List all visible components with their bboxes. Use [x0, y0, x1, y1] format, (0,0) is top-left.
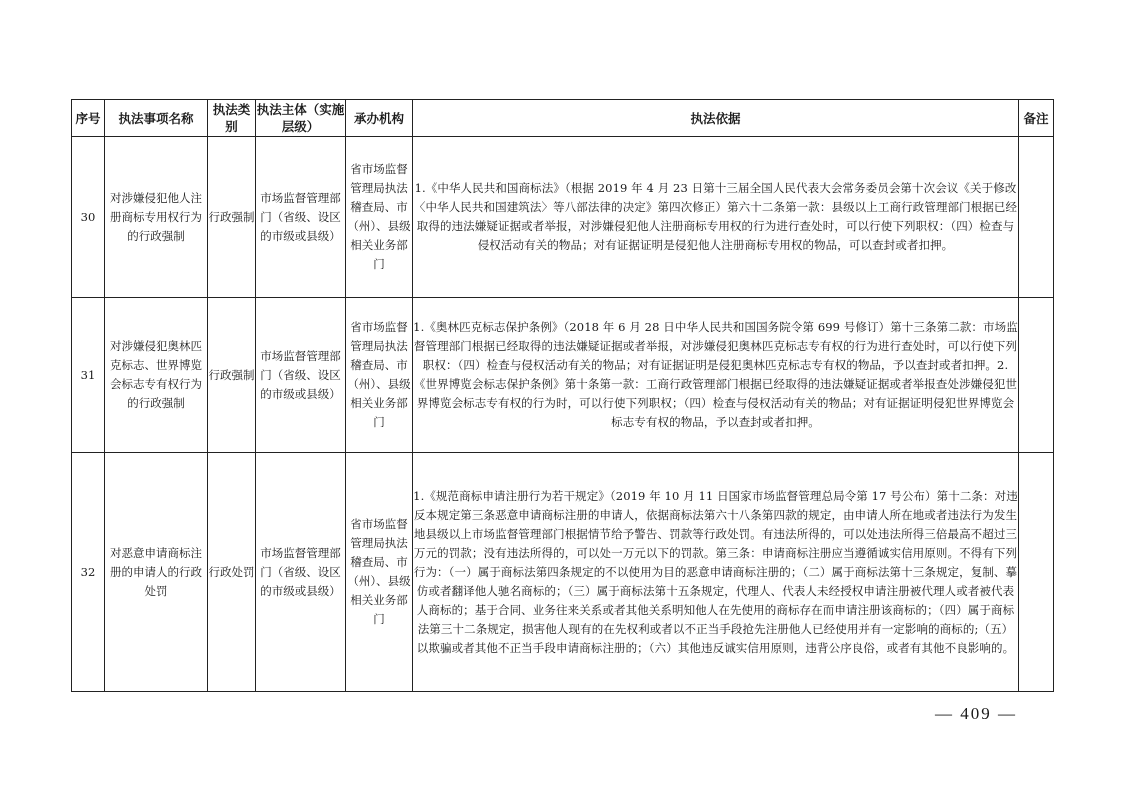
cell-serial-number: 30 — [72, 137, 105, 298]
cell-handling-agency: 省市场监督管理局执法稽查局、市（州）、县级相关业务部门 — [346, 137, 413, 298]
cell-remarks — [1019, 453, 1054, 692]
cell-legal-basis: 1.《规范商标申请注册行为若干规定》（2019 年 10 月 11 日国家市场监督管理总局令第 17 号公布）第十二条：对违反本规定第三条恶意申请商标注册的申请人，依据商标法第六十八条第四款的规定，由申请人所在地或者违法行为发生地县级以上市场监督管理部门根据情节给予警告、罚款等行政处罚。有违法所得的，可以处违法所得三倍最高不超过三万元的罚款；没有违法所得的，可以处一万元以下的罚款。第三条：申请商标注册应当遵循诚实信用原则。不得有下列行为：（一）属于商标法第四条规定的不以使用为目的恶意申请商标注册的；（二）属于商标法第十三条规定，复制、摹仿或者翻译他人驰名商标的；（三）属于商标法第十五条规定，代理人、代表人未经授权申请注册被代理人或者被代表人商标的；基于合同、业务往来关系或者其他关系明知他人在先使用的商标存在而申请注册该商标的；（四）属于商标法第三十二条规定，损害他人现有的在先权利或者以不正当手段抢先注册他人已经使用并有一定影响的商标的;（五）以欺骗或者其他不正当手段申请商标注册的；（六）其他违反诚实信用原则，违背公序良俗，或者有其他不良影响的。 — [413, 453, 1019, 692]
header-item-name: 执法事项名称 — [105, 100, 208, 137]
cell-serial-number: 32 — [72, 453, 105, 692]
header-remarks: 备注 — [1019, 100, 1054, 137]
table-row — [72, 137, 1054, 298]
table-row — [72, 453, 1054, 692]
table-header-row — [72, 100, 1054, 137]
cell-item-name: 对恶意申请商标注册的申请人的行政处罚 — [105, 453, 208, 692]
header-serial-number: 序号 — [72, 100, 105, 137]
enforcement-items-table — [71, 99, 1054, 692]
page-number: — 409 — — [935, 704, 1017, 723]
cell-remarks — [1019, 137, 1054, 298]
cell-handling-agency: 省市场监督管理局执法稽查局、市（州）、县级相关业务部门 — [346, 298, 413, 453]
cell-enforcement-subject: 市场监督管理部门（省级、设区的市级或县级） — [256, 137, 346, 298]
cell-enforcement-subject: 市场监督管理部门（省级、设区的市级或县级） — [256, 298, 346, 453]
table-row — [72, 298, 1054, 453]
cell-serial-number: 31 — [72, 298, 105, 453]
cell-item-name: 对涉嫌侵犯他人注册商标专用权行为的行政强制 — [105, 137, 208, 298]
cell-enforcement-type: 行政强制 — [208, 298, 256, 453]
cell-enforcement-type: 行政处罚 — [208, 453, 256, 692]
cell-item-name: 对涉嫌侵犯奥林匹克标志、世界博览会标志专有权行为的行政强制 — [105, 298, 208, 453]
header-enforcement-subject: 执法主体（实施层级） — [256, 100, 346, 137]
cell-handling-agency: 省市场监督管理局执法稽查局、市（州）、县级相关业务部门 — [346, 453, 413, 692]
cell-remarks — [1019, 298, 1054, 453]
cell-enforcement-type: 行政强制 — [208, 137, 256, 298]
header-legal-basis: 执法依据 — [413, 100, 1019, 137]
header-enforcement-type: 执法类别 — [208, 100, 256, 137]
header-handling-agency: 承办机构 — [346, 100, 413, 137]
cell-enforcement-subject: 市场监督管理部门（省级、设区的市级或县级） — [256, 453, 346, 692]
cell-legal-basis: 1.《奥林匹克标志保护条例》（2018 年 6 月 28 日中华人民共和国国务院令第 699 号修订）第十三条第二款：市场监督管理部门根据已经取得的违法嫌疑证据或者举报，对涉嫌侵犯奥林匹克标志专有权的行为进行查处时，可以行使下列职权：（四）检查与侵权活动有关的物品；对有证据证明是侵犯奥林匹克标志专有权的物品，予以查封或者扣押。2.《世界博览会标志保护条例》第十条第一款：工商行政管理部门根据已经取得的违法嫌疑证据或者举报查处涉嫌侵犯世界博览会标志专有权的行为时，可以行使下列职权；（四）检查与侵权活动有关的物品；对有证据证明侵犯世界博览会标志专有权的物品，予以查封或者扣押。 — [413, 298, 1019, 453]
cell-legal-basis: 1.《中华人民共和国商标法》（根据 2019 年 4 月 23 日第十三届全国人民代表大会常务委员会第十次会议《关于修改〈中华人民共和国建筑法〉等八部法律的决定》第四次修正）第六十二条第一款：县级以上工商行政管理部门根据已经取得的违法嫌疑证据或者举报，对涉嫌侵犯他人注册商标专用权的行为进行查处时，可以行使下列职权：（四）检查与侵权活动有关的物品；对有证据证明是侵犯他人注册商标专用权的物品，可以查封或者扣押。 — [413, 137, 1019, 298]
